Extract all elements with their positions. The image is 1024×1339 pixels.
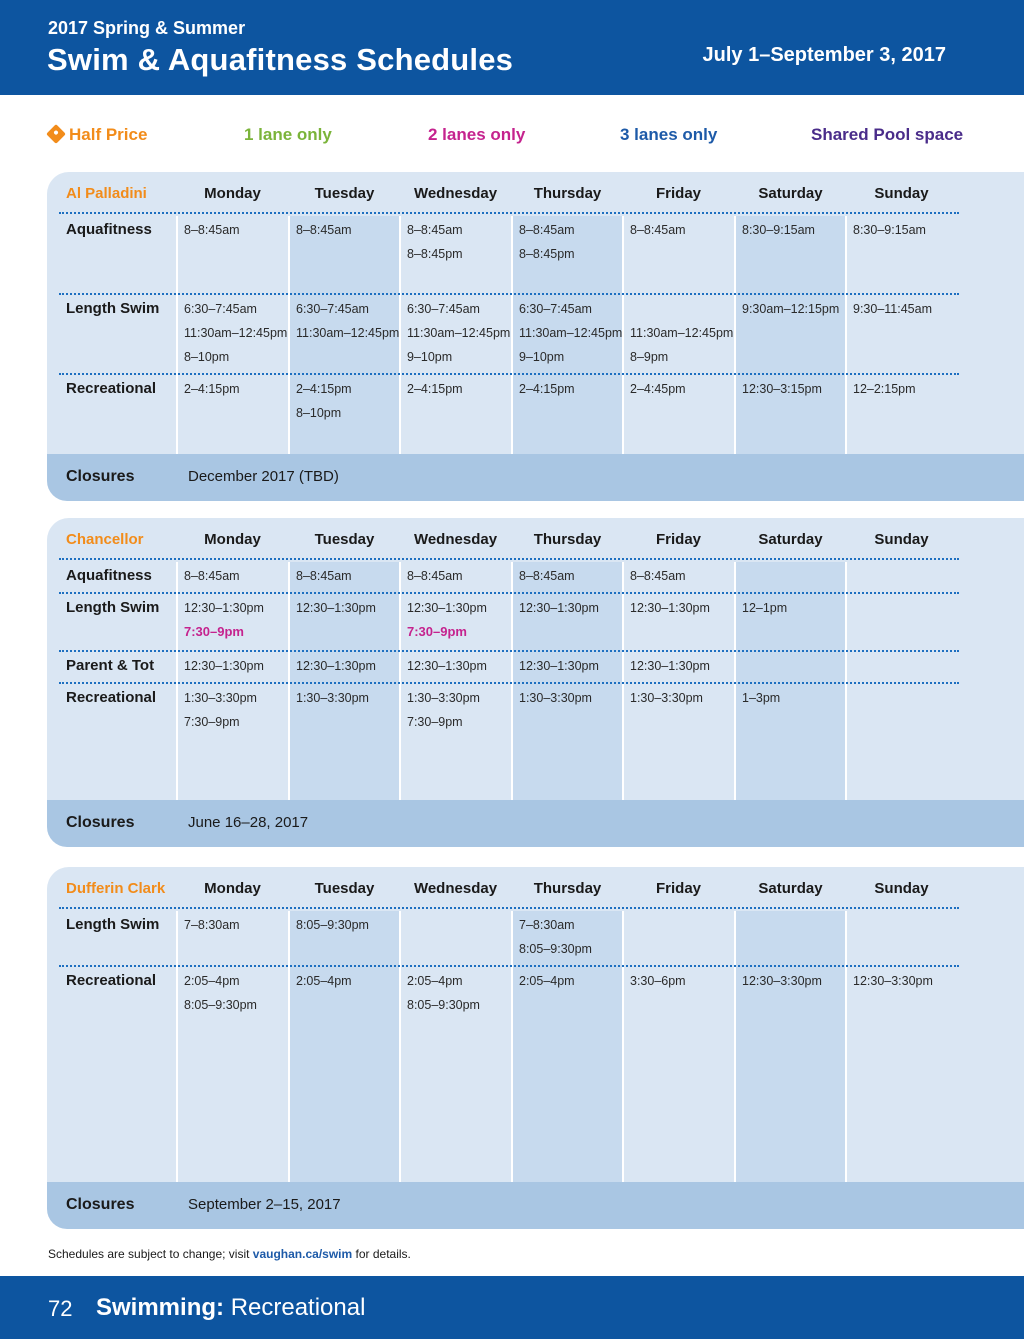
schedule-cell bbox=[742, 973, 822, 997]
schedule-cell bbox=[853, 381, 916, 405]
schedule-cell bbox=[853, 973, 933, 997]
closures-value: June 16–28, 2017 bbox=[188, 814, 309, 831]
row-divider bbox=[59, 965, 959, 967]
schedule-cell bbox=[742, 381, 822, 405]
schedule-header-row bbox=[47, 867, 1024, 911]
schedule-cell bbox=[184, 973, 257, 1021]
time-slot: 8:05–9:30pm bbox=[407, 998, 480, 1012]
time-slot: 12–1pm bbox=[742, 601, 788, 615]
time-slot: 11:30am–12:45pm bbox=[296, 326, 400, 340]
header-supertitle: 2017 Spring & Summer bbox=[48, 18, 246, 38]
schedule-cell bbox=[742, 600, 787, 624]
schedule-cell bbox=[184, 222, 240, 246]
column-divider bbox=[399, 911, 401, 1183]
time-slot: 8–8:45am bbox=[184, 223, 240, 237]
time-slot: 2–4:45pm bbox=[630, 382, 686, 396]
legend-two-lanes: 2 lanes only bbox=[428, 125, 526, 144]
schedule-cell bbox=[296, 222, 352, 246]
schedule-cell bbox=[519, 222, 575, 270]
time-slot: 12:30–1:30pm bbox=[184, 659, 264, 673]
schedule-cell bbox=[184, 690, 257, 738]
day-header-wednesday: Wednesday bbox=[413, 880, 498, 897]
schedule-cell bbox=[407, 658, 487, 682]
closures-value: September 2–15, 2017 bbox=[188, 1196, 341, 1213]
day-header-saturday: Saturday bbox=[758, 531, 823, 548]
time-slot: 8:30–9:15am bbox=[853, 223, 926, 237]
activity-label: Parent & Tot bbox=[66, 657, 155, 674]
day-header-wednesday: Wednesday bbox=[413, 185, 498, 202]
day-header-sunday: Sunday bbox=[874, 880, 929, 897]
time-slot: 9–10pm bbox=[519, 350, 565, 364]
activity-label: Recreational bbox=[66, 689, 157, 706]
time-slot: 12:30–3:15pm bbox=[742, 382, 822, 396]
schedule-header-row bbox=[47, 172, 1024, 216]
time-slot: 1:30–3:30pm bbox=[519, 691, 592, 705]
column-divider bbox=[845, 911, 847, 1183]
activity-label: Length Swim bbox=[66, 916, 160, 933]
schedule-cell bbox=[296, 381, 352, 429]
closures-value: December 2017 (TBD) bbox=[188, 468, 339, 485]
time-slot: 2:05–4pm bbox=[296, 974, 352, 988]
section-title: Swimming: Recreational bbox=[96, 1294, 366, 1321]
schedule-link[interactable]: vaughan.ca/swim bbox=[252, 1247, 353, 1261]
footnote-text-end: for details. bbox=[355, 1247, 411, 1261]
activity-label: Length Swim bbox=[66, 300, 160, 317]
page-number: 72 bbox=[48, 1296, 73, 1321]
schedule-cell bbox=[630, 658, 710, 682]
time-slot: 1:30–3:30pm bbox=[184, 691, 257, 705]
time-slot: 6:30–7:45am bbox=[184, 302, 257, 316]
schedule-cell bbox=[519, 600, 599, 624]
column-shade bbox=[735, 911, 846, 1183]
column-divider bbox=[845, 216, 847, 455]
schedule-cell bbox=[742, 690, 780, 714]
day-header-saturday: Saturday bbox=[758, 880, 823, 897]
time-slot: 2–4:15pm bbox=[184, 382, 240, 396]
time-slot: 12:30–1:30pm bbox=[296, 659, 376, 673]
legend-three-lanes: 3 lanes only bbox=[620, 125, 718, 144]
time-slot: 8–8:45pm bbox=[519, 247, 575, 261]
time-slot: 8–8:45am bbox=[184, 569, 240, 583]
schedule-cell bbox=[519, 973, 575, 997]
page-footer bbox=[0, 1276, 1024, 1339]
location-name: Chancellor bbox=[66, 531, 144, 548]
time-slot: 8–8:45am bbox=[630, 223, 686, 237]
activity-label: Recreational bbox=[66, 972, 157, 989]
activity-label: Aquafitness bbox=[66, 567, 152, 584]
schedule-cell bbox=[296, 973, 352, 997]
schedule-cell bbox=[630, 600, 710, 624]
time-slot: 1:30–3:30pm bbox=[407, 691, 480, 705]
schedule-cell bbox=[296, 600, 376, 624]
schedule-cell bbox=[296, 917, 369, 941]
schedule-cell bbox=[184, 381, 240, 405]
time-slot: 12:30–1:30pm bbox=[519, 601, 599, 615]
schedule-cell bbox=[519, 690, 592, 714]
legend-shared-pool: Shared Pool space bbox=[811, 125, 964, 144]
time-slot: 12:30–1:30pm bbox=[407, 601, 487, 615]
footnote bbox=[48, 1247, 411, 1261]
schedule-dufferin-clark bbox=[47, 867, 1024, 1183]
schedule-cell bbox=[742, 301, 839, 325]
time-slot: 8–8:45am bbox=[630, 569, 686, 583]
day-header-monday: Monday bbox=[204, 880, 261, 897]
schedule-cell bbox=[296, 301, 399, 349]
time-slot: 12:30–1:30pm bbox=[630, 659, 710, 673]
time-slot: 1:30–3:30pm bbox=[630, 691, 703, 705]
time-slot: 8–8:45am bbox=[519, 223, 575, 237]
time-slot: 6:30–7:45am bbox=[519, 302, 592, 316]
row-divider bbox=[59, 682, 959, 684]
day-header-friday: Friday bbox=[655, 185, 701, 202]
schedule-al-palladini bbox=[47, 172, 1024, 455]
schedule-header-row bbox=[47, 518, 1024, 562]
schedule-cell bbox=[519, 658, 599, 682]
schedule-cell bbox=[742, 222, 815, 246]
schedule-cell bbox=[519, 381, 575, 405]
time-slot: 8:30–9:15am bbox=[742, 223, 815, 237]
column-divider bbox=[176, 216, 178, 455]
day-header-thursday: Thursday bbox=[533, 185, 602, 202]
time-slot: 11:30am–12:45pm bbox=[407, 326, 511, 340]
time-slot: 2–4:15pm bbox=[407, 382, 463, 396]
time-slot: 2:05–4pm bbox=[184, 974, 240, 988]
row-divider bbox=[59, 373, 959, 375]
closures-label: Closures bbox=[66, 1196, 135, 1213]
schedule-cell bbox=[407, 600, 487, 648]
time-slot: 2:05–4pm bbox=[519, 974, 575, 988]
activity-label: Length Swim bbox=[66, 599, 160, 616]
column-divider bbox=[288, 216, 290, 455]
day-header-tuesday: Tuesday bbox=[314, 880, 375, 897]
schedule-cell bbox=[630, 568, 686, 592]
legend-one-lane: 1 lane only bbox=[244, 125, 332, 144]
activity-label: Recreational bbox=[66, 380, 157, 397]
time-slot: 12–2:15pm bbox=[853, 382, 916, 396]
day-header-monday: Monday bbox=[204, 531, 261, 548]
time-slot: 12:30–1:30pm bbox=[519, 659, 599, 673]
time-slot: 6:30–7:45am bbox=[296, 302, 369, 316]
time-slot: 9–10pm bbox=[407, 350, 453, 364]
row-divider bbox=[59, 558, 959, 560]
price-tag-icon bbox=[46, 124, 66, 144]
day-header-friday: Friday bbox=[655, 531, 701, 548]
day-header-tuesday: Tuesday bbox=[314, 531, 375, 548]
time-slot: 2–4:15pm bbox=[519, 382, 575, 396]
location-name: Al Palladini bbox=[66, 185, 147, 202]
time-slot bbox=[630, 301, 733, 325]
time-slot: 12:30–3:30pm bbox=[853, 974, 933, 988]
day-header-sunday: Sunday bbox=[874, 185, 929, 202]
day-header-tuesday: Tuesday bbox=[314, 185, 375, 202]
day-header-thursday: Thursday bbox=[533, 531, 602, 548]
time-slot: 8–9pm bbox=[630, 350, 669, 364]
page-title: Swim & Aquafitness Schedules bbox=[47, 42, 514, 77]
time-slot: 8:05–9:30pm bbox=[184, 998, 257, 1012]
time-slot: 8–10pm bbox=[296, 406, 342, 420]
time-slot: 12:30–1:30pm bbox=[407, 659, 487, 673]
schedule-cell bbox=[296, 568, 352, 592]
time-slot: 12:30–1:30pm bbox=[296, 601, 376, 615]
time-slot: 11:30am–12:45pm bbox=[630, 326, 734, 340]
day-header-wednesday: Wednesday bbox=[413, 531, 498, 548]
schedule-cell bbox=[407, 381, 463, 405]
row-divider bbox=[59, 293, 959, 295]
schedule-cell bbox=[630, 222, 686, 246]
row-divider bbox=[59, 907, 959, 909]
legend bbox=[0, 125, 1024, 149]
schedule-cell bbox=[184, 301, 287, 373]
time-slot: 7:30–9pm bbox=[184, 624, 244, 639]
time-slot: 12:30–1:30pm bbox=[184, 601, 264, 615]
time-slot: 7:30–9pm bbox=[407, 624, 467, 639]
time-slot: 8–8:45pm bbox=[407, 247, 463, 261]
schedule-cell bbox=[407, 568, 463, 592]
column-shade bbox=[289, 911, 400, 1183]
schedule-cell bbox=[296, 658, 376, 682]
closures-label: Closures bbox=[66, 814, 135, 831]
schedule-cell bbox=[407, 222, 463, 270]
legend-half-price: Half Price bbox=[49, 125, 147, 145]
row-divider bbox=[59, 650, 959, 652]
day-header-monday: Monday bbox=[204, 185, 261, 202]
time-slot: 8–8:45am bbox=[296, 223, 352, 237]
time-slot: 8–10pm bbox=[184, 350, 230, 364]
day-header-friday: Friday bbox=[655, 880, 701, 897]
time-slot: 2:05–4pm bbox=[407, 974, 463, 988]
column-divider bbox=[511, 216, 513, 455]
page-header bbox=[0, 0, 1024, 95]
column-divider bbox=[511, 911, 513, 1183]
schedule-cell bbox=[184, 917, 240, 941]
time-slot: 7–8:30am bbox=[184, 918, 240, 932]
time-slot: 9:30–11:45am bbox=[853, 302, 932, 316]
row-divider bbox=[59, 592, 959, 594]
day-header-saturday: Saturday bbox=[758, 185, 823, 202]
time-slot: 7–8:30am bbox=[519, 918, 575, 932]
time-slot: 8:05–9:30pm bbox=[519, 942, 592, 956]
activity-label: Aquafitness bbox=[66, 221, 152, 238]
day-header-sunday: Sunday bbox=[874, 531, 929, 548]
schedule-cell bbox=[853, 222, 926, 246]
schedule-cell bbox=[407, 973, 480, 1021]
time-slot: 11:30am–12:45pm bbox=[519, 326, 623, 340]
header-dates: July 1–September 3, 2017 bbox=[702, 44, 946, 66]
schedule-cell bbox=[519, 568, 575, 592]
column-divider bbox=[622, 911, 624, 1183]
schedule-cell bbox=[630, 381, 686, 405]
time-slot: 6:30–7:45am bbox=[407, 302, 480, 316]
footnote-text: Schedules are subject to change; visit bbox=[48, 1247, 250, 1261]
schedule-chancellor bbox=[47, 518, 1024, 801]
schedule-cell bbox=[630, 690, 703, 714]
time-slot: 12:30–1:30pm bbox=[630, 601, 710, 615]
time-slot: 1–3pm bbox=[742, 691, 781, 705]
time-slot: 3:30–6pm bbox=[630, 974, 686, 988]
schedule-cell bbox=[184, 600, 264, 648]
schedule-cell bbox=[407, 301, 510, 373]
time-slot: 2–4:15pm bbox=[296, 382, 352, 396]
time-slot: 7:30–9pm bbox=[407, 715, 463, 729]
time-slot: 8–8:45am bbox=[296, 569, 352, 583]
schedule-cell bbox=[853, 301, 932, 325]
schedule-cell bbox=[407, 690, 480, 738]
closures-bar-chancellor bbox=[47, 800, 1024, 847]
schedule-cell bbox=[296, 690, 369, 714]
schedule-cell bbox=[184, 568, 240, 592]
time-slot: 7:30–9pm bbox=[184, 715, 240, 729]
schedule-cell bbox=[519, 301, 622, 373]
column-divider bbox=[734, 911, 736, 1183]
location-name: Dufferin Clark bbox=[66, 880, 166, 897]
column-divider bbox=[734, 216, 736, 455]
day-header-thursday: Thursday bbox=[533, 880, 602, 897]
closures-bar-dufferin-clark bbox=[47, 1182, 1024, 1229]
schedule-cell bbox=[630, 973, 686, 997]
time-slot: 8:05–9:30pm bbox=[296, 918, 369, 932]
row-divider bbox=[59, 212, 959, 214]
time-slot: 12:30–3:30pm bbox=[742, 974, 822, 988]
time-slot: 8–8:45am bbox=[407, 569, 463, 583]
schedule-cell bbox=[519, 917, 592, 965]
time-slot: 8–8:45am bbox=[519, 569, 575, 583]
time-slot: 11:30am–12:45pm bbox=[184, 326, 288, 340]
column-shade bbox=[735, 216, 846, 455]
time-slot: 1:30–3:30pm bbox=[296, 691, 369, 705]
time-slot: 9:30am–12:15pm bbox=[742, 302, 840, 316]
closures-bar-al-palladini bbox=[47, 454, 1024, 501]
closures-label: Closures bbox=[66, 468, 135, 485]
column-divider bbox=[176, 911, 178, 1183]
time-slot: 8–8:45am bbox=[407, 223, 463, 237]
schedule-cell bbox=[630, 301, 733, 373]
column-divider bbox=[288, 911, 290, 1183]
schedule-cell bbox=[184, 658, 264, 682]
